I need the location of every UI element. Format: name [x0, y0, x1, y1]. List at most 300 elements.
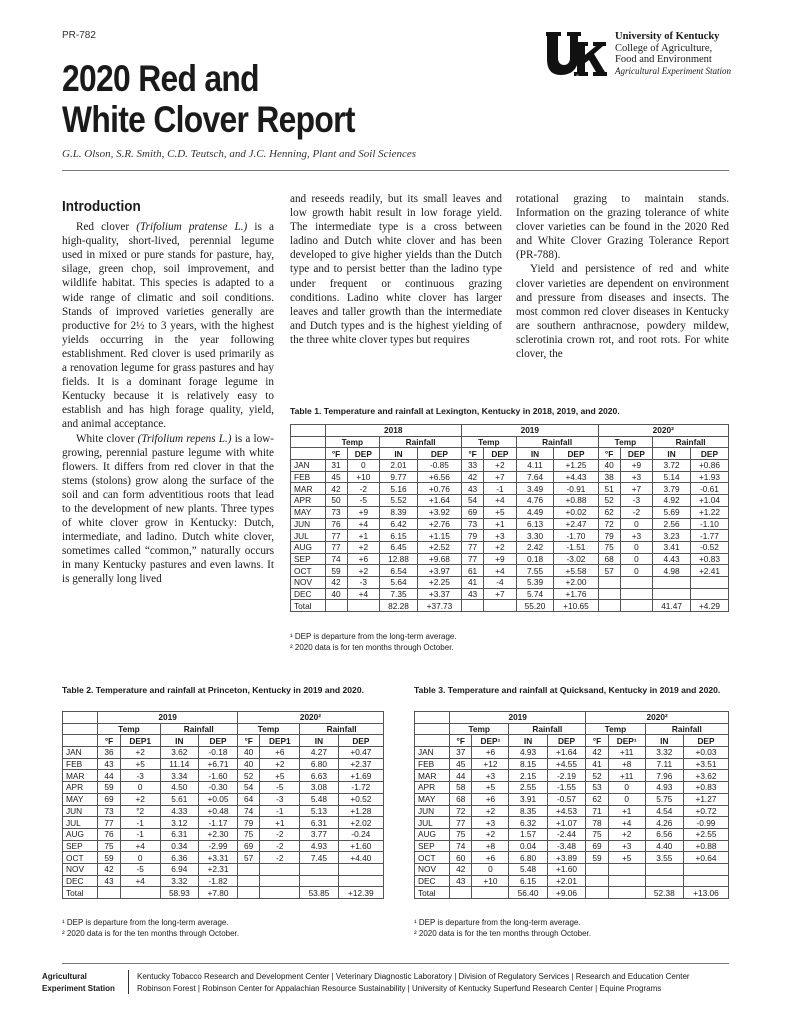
table-cell: -5 — [347, 495, 380, 507]
table-cell: 4.40 — [645, 840, 683, 852]
table1-unit: DEP — [484, 448, 517, 460]
table-cell: +1.07 — [547, 817, 586, 829]
table-cell: +3.92 — [417, 506, 461, 518]
table-cell: 59 — [586, 852, 608, 864]
table-row — [415, 782, 729, 794]
table-cell: 41 — [462, 576, 484, 588]
table-cell: 6.80 — [300, 758, 339, 770]
table-row — [63, 782, 384, 794]
table2-princeton — [62, 711, 384, 899]
table-cell — [608, 863, 645, 875]
table-cell: +0.47 — [338, 747, 383, 759]
table-cell: 52.38 — [645, 887, 683, 899]
table-cell: 59 — [98, 782, 121, 794]
table-cell: 52 — [237, 770, 260, 782]
table-cell: -1.77 — [690, 530, 728, 542]
table-row — [415, 793, 729, 805]
table-cell: 51 — [598, 483, 620, 495]
table-cell: 43 — [462, 483, 484, 495]
table-cell: +3.51 — [683, 758, 728, 770]
table-cell: 79 — [237, 817, 260, 829]
table-cell: +6 — [472, 747, 509, 759]
column-2 — [290, 192, 502, 347]
footer-programs-line-2: Robinson Forest | Robinson Center for Appalachian Resource Sustainability | University of Kentucky Superfund Research Center | Equine Programs — [137, 984, 662, 993]
table-cell — [586, 887, 608, 899]
table-cell: 77 — [462, 553, 484, 565]
table-cell: -3.02 — [554, 553, 598, 565]
table-cell — [586, 863, 608, 875]
table-cell: 45 — [325, 471, 347, 483]
table-cell: 50 — [325, 495, 347, 507]
table-cell: +0.88 — [554, 495, 598, 507]
table-cell: -0.85 — [417, 460, 461, 472]
table-cell: 8.35 — [509, 805, 547, 817]
table-row — [415, 863, 729, 875]
row-label: MAY — [415, 793, 450, 805]
table-cell: 0.34 — [160, 840, 199, 852]
table1-unit: °F — [462, 448, 484, 460]
table-cell: +11 — [608, 770, 645, 782]
table1-unit: DEP — [690, 448, 728, 460]
row-label: SEP — [291, 553, 326, 565]
table-cell: 3.72 — [653, 460, 691, 472]
table-cell: +10 — [347, 471, 380, 483]
table2-unit: IN — [160, 735, 199, 747]
table-cell: +1.22 — [690, 506, 728, 518]
table1-group: Rainfall — [380, 436, 462, 448]
table-cell — [260, 887, 300, 899]
table-row — [63, 828, 384, 840]
table-cell: +2 — [120, 793, 160, 805]
table-cell: 43 — [450, 875, 472, 887]
table-cell: -1 — [260, 805, 300, 817]
row-label: JUN — [63, 805, 98, 817]
table-cell: 74 — [325, 553, 347, 565]
table-cell: 69 — [237, 840, 260, 852]
table-cell: 5.14 — [653, 471, 691, 483]
row-label: OCT — [415, 852, 450, 864]
table2-group: Rainfall — [160, 723, 237, 735]
table3-unit: DEP¹ — [608, 735, 645, 747]
table-cell: 4.93 — [509, 747, 547, 759]
table-row — [291, 588, 729, 600]
table-cell: 5.75 — [645, 793, 683, 805]
table-cell — [690, 588, 728, 600]
table-cell: 6.45 — [380, 541, 418, 553]
table-cell — [645, 875, 683, 887]
table-cell: +7 — [484, 588, 517, 600]
table-cell: +2.76 — [417, 518, 461, 530]
table-cell: 1.57 — [509, 828, 547, 840]
table-cell — [237, 863, 260, 875]
table-cell: 4.26 — [645, 817, 683, 829]
table-cell: -2 — [260, 840, 300, 852]
table-cell: 0.18 — [516, 553, 554, 565]
paragraph-red-clover: Red clover (Trifolium pratense L.) is a high-quality, short-lived, perennial legume used in mixed or pure stands for pasture, hay, silage, green chop, soil improvement, and wildlife habitat. This species is adapted to a wide range of climatic and soil conditions. Stands of improved varieties generally are productive for 2½ to 3 years, with the highest yields occurring in the year following establishment. Red clover is used primarily as a renovation legume for grass pastures and hay fields. It is a dominant forage legume in Kentucky because it is relatively easy to establish and has high forage quality, yield, and animal acceptance. — [62, 221, 274, 431]
table-cell: 0 — [620, 565, 653, 577]
table1-footnote-2: ² 2020 data is for ten months through October. — [290, 642, 454, 652]
table-cell: +1.27 — [683, 793, 728, 805]
table-cell — [237, 875, 260, 887]
table-cell: +9 — [347, 506, 380, 518]
table-cell: 5.16 — [380, 483, 418, 495]
table-cell: 6.15 — [509, 875, 547, 887]
table-cell: +2 — [484, 460, 517, 472]
table-cell: 36 — [98, 747, 121, 759]
table-cell: 54 — [237, 782, 260, 794]
table-cell: -1.55 — [547, 782, 586, 794]
table-cell: +6 — [472, 793, 509, 805]
table-row — [63, 875, 384, 887]
table-row — [415, 747, 729, 759]
table-cell: -1.10 — [690, 518, 728, 530]
table-cell: +3 — [620, 530, 653, 542]
table1-unit: IN — [516, 448, 554, 460]
table-row — [63, 758, 384, 770]
table-cell: 9.77 — [380, 471, 418, 483]
university-block — [615, 31, 731, 77]
table-cell: +1.04 — [690, 495, 728, 507]
table-cell: -2.99 — [199, 840, 238, 852]
table-cell: -0.61 — [690, 483, 728, 495]
row-label: DEC — [415, 875, 450, 887]
table-row — [63, 852, 384, 864]
table-cell: -1.51 — [554, 541, 598, 553]
table-cell: +1.76 — [554, 588, 598, 600]
table-row — [415, 758, 729, 770]
table1-year: 2019 — [462, 425, 599, 437]
table3-unit: DEP — [547, 735, 586, 747]
footer-separator — [128, 970, 129, 994]
table-cell: 4.92 — [653, 495, 691, 507]
table-cell: +8 — [608, 758, 645, 770]
table-cell: 6.13 — [516, 518, 554, 530]
row-label: JUN — [291, 518, 326, 530]
table-cell — [300, 875, 339, 887]
row-label: JUL — [63, 817, 98, 829]
college-line-2: Food and Environment — [615, 54, 712, 65]
table-cell: 6.31 — [160, 828, 199, 840]
table-cell: 69 — [586, 840, 608, 852]
table-cell — [653, 588, 691, 600]
table-cell: +11 — [608, 747, 645, 759]
table-cell: 6.80 — [509, 852, 547, 864]
table-cell: 58 — [450, 782, 472, 794]
table-cell: 62 — [586, 793, 608, 805]
column-1 — [62, 192, 274, 587]
table-cell: -3.48 — [547, 840, 586, 852]
table1-year-row — [291, 425, 729, 437]
table-cell: +1 — [260, 817, 300, 829]
row-label: AUG — [63, 828, 98, 840]
table-cell: 77 — [325, 530, 347, 542]
station-name: Agricultural Experiment Station — [615, 65, 731, 76]
table-cell: 3.49 — [516, 483, 554, 495]
table1-unit: DEP — [347, 448, 380, 460]
table-cell: 77 — [325, 541, 347, 553]
table-cell: +5 — [472, 782, 509, 794]
table-cell: +0.02 — [554, 506, 598, 518]
row-label: NOV — [415, 863, 450, 875]
table-cell: 2.15 — [509, 770, 547, 782]
table-cell: 53.85 — [300, 887, 339, 899]
table-cell: +37.73 — [417, 600, 461, 612]
row-label: AUG — [291, 541, 326, 553]
row-label: FEB — [63, 758, 98, 770]
table-cell: 42 — [450, 863, 472, 875]
table-cell: 7.45 — [300, 852, 339, 864]
table-cell — [98, 887, 121, 899]
table2-unit: DEP — [199, 735, 238, 747]
table-row — [291, 483, 729, 495]
table1-unit: °F — [325, 448, 347, 460]
table-cell: +8 — [472, 840, 509, 852]
table2-unit: °F — [98, 735, 121, 747]
table-cell — [690, 576, 728, 588]
table-cell — [620, 600, 653, 612]
table1-group-row — [291, 436, 729, 448]
table-cell: 75 — [586, 828, 608, 840]
row-label: APR — [415, 782, 450, 794]
table-cell: +4 — [484, 495, 517, 507]
table-cell: 0 — [472, 863, 509, 875]
table-cell: -0.30 — [199, 782, 238, 794]
table-row — [291, 576, 729, 588]
table-cell: +9.06 — [547, 887, 586, 899]
table-cell: +1.69 — [338, 770, 383, 782]
table-cell: 5.39 — [516, 576, 554, 588]
table-cell — [598, 600, 620, 612]
table-cell: -4 — [484, 576, 517, 588]
table-cell: 31 — [325, 460, 347, 472]
table-row — [291, 553, 729, 565]
table-cell: +4 — [608, 817, 645, 829]
table-cell: 7.35 — [380, 588, 418, 600]
table-cell: 73 — [98, 805, 121, 817]
table-row — [291, 530, 729, 542]
table-cell: -0.57 — [547, 793, 586, 805]
table-cell: +0.03 — [683, 747, 728, 759]
table-cell: 4.33 — [160, 805, 199, 817]
table-cell: 62 — [598, 506, 620, 518]
table-cell — [484, 600, 517, 612]
table-cell: 6.63 — [300, 770, 339, 782]
table-cell: 73 — [462, 518, 484, 530]
table-cell: +0.05 — [199, 793, 238, 805]
table-cell: 6.36 — [160, 852, 199, 864]
table-row — [415, 840, 729, 852]
table2-unit: DEP1 — [120, 735, 160, 747]
table1-caption: Table 1. Temperature and rainfall at Lexington, Kentucky in 2018, 2019, and 2020. — [290, 406, 620, 416]
table2-group: Rainfall — [300, 723, 384, 735]
table-cell: 0 — [120, 782, 160, 794]
table-cell: 75 — [237, 828, 260, 840]
logo-text: UK — [576, 75, 579, 77]
footer-station-line-1: Agricultural — [42, 972, 87, 981]
row-label: AUG — [415, 828, 450, 840]
table-cell: 5.52 — [380, 495, 418, 507]
table-cell: -1.82 — [199, 875, 238, 887]
table-cell: +6.56 — [417, 471, 461, 483]
table-cell: 4.11 — [516, 460, 554, 472]
table-cell: -1.70 — [554, 530, 598, 542]
table-cell: -0.24 — [338, 828, 383, 840]
table-cell: +2.02 — [338, 817, 383, 829]
table-cell: +0.52 — [338, 793, 383, 805]
table-cell: 82.28 — [380, 600, 418, 612]
table-cell: 69 — [98, 793, 121, 805]
table3-year: 2020² — [586, 712, 729, 724]
table-cell: +5 — [120, 758, 160, 770]
table-cell: 6.94 — [160, 863, 199, 875]
row-label: JAN — [291, 460, 326, 472]
table-cell: 7.55 — [516, 565, 554, 577]
table-cell: 42 — [586, 747, 608, 759]
table-cell: 3.30 — [516, 530, 554, 542]
table-cell: 68 — [598, 553, 620, 565]
table-cell: +2 — [484, 541, 517, 553]
table-cell — [338, 863, 383, 875]
table2-group-row — [63, 723, 384, 735]
table1-unit: IN — [380, 448, 418, 460]
table-cell: 5.48 — [509, 863, 547, 875]
table-cell: -2.44 — [547, 828, 586, 840]
row-label: JAN — [415, 747, 450, 759]
table-row — [291, 565, 729, 577]
table-cell: +9.68 — [417, 553, 461, 565]
row-label: APR — [63, 782, 98, 794]
table-cell: 71 — [586, 805, 608, 817]
table-row — [291, 495, 729, 507]
table-cell: 44 — [450, 770, 472, 782]
table-cell: 3.79 — [653, 483, 691, 495]
table2-footnotes — [62, 918, 239, 939]
table-cell: 33 — [462, 460, 484, 472]
row-label: Total — [63, 887, 98, 899]
table-cell: -1 — [120, 828, 160, 840]
table-cell — [450, 887, 472, 899]
table-cell: 60 — [450, 852, 472, 864]
table-cell: 7.11 — [645, 758, 683, 770]
table-cell: +2.37 — [338, 758, 383, 770]
table-row — [415, 887, 729, 899]
table-cell — [237, 887, 260, 899]
table-cell: 3.77 — [300, 828, 339, 840]
table-cell — [608, 887, 645, 899]
table-cell: +1.93 — [690, 471, 728, 483]
table-cell — [462, 600, 484, 612]
table-cell: -0.52 — [690, 541, 728, 553]
table-cell: 52 — [586, 770, 608, 782]
table2-unit: °F — [237, 735, 260, 747]
table-cell — [120, 887, 160, 899]
table1-group: Temp — [325, 436, 380, 448]
table-cell: +1.64 — [547, 747, 586, 759]
table2-unit-row — [63, 735, 384, 747]
table3-footnotes — [414, 918, 591, 939]
table-cell: 4.27 — [300, 747, 339, 759]
table3-group: Rainfall — [645, 723, 728, 735]
table-row — [63, 887, 384, 899]
table-cell: 7.96 — [645, 770, 683, 782]
table2-unit: IN — [300, 735, 339, 747]
row-label: MAR — [63, 770, 98, 782]
table-cell: -3 — [347, 576, 380, 588]
table-cell: +2.25 — [417, 576, 461, 588]
table-cell: 69 — [462, 506, 484, 518]
table-cell: 3.32 — [645, 747, 683, 759]
table-cell: 41.47 — [653, 600, 691, 612]
table1-unit: °F — [598, 448, 620, 460]
table-cell: +7 — [620, 483, 653, 495]
table-cell: 7.64 — [516, 471, 554, 483]
table-cell: 75 — [98, 840, 121, 852]
table-cell: 40 — [237, 758, 260, 770]
table-cell: 74 — [450, 840, 472, 852]
table-cell: 77 — [462, 541, 484, 553]
table-cell: 4.93 — [645, 782, 683, 794]
table1-unit-row — [291, 448, 729, 460]
table1-footnotes — [290, 632, 457, 653]
table1-footnote-1: ¹ DEP is departure from the long-term average. — [290, 632, 457, 641]
row-label: JUN — [415, 805, 450, 817]
table-cell: +6.71 — [199, 758, 238, 770]
table-cell: 0 — [608, 793, 645, 805]
table-cell: 6.15 — [380, 530, 418, 542]
table-cell: 4.43 — [653, 553, 691, 565]
table2-unit: DEP — [338, 735, 383, 747]
title-line-1: 2020 Red and — [62, 58, 259, 99]
table-cell: +4.43 — [554, 471, 598, 483]
table-cell: 78 — [586, 817, 608, 829]
table-cell — [608, 875, 645, 887]
table3-unit: DEP — [683, 735, 728, 747]
footer-programs-line-1: Kentucky Tobacco Research and Development Center | Veterinary Diagnostic Laboratory | Division of Regulatory Services | Research and Education Center — [137, 972, 690, 981]
table-cell: -0.18 — [199, 747, 238, 759]
footer-station — [42, 971, 115, 995]
table-cell: +2 — [347, 541, 380, 553]
table-cell: +0.72 — [683, 805, 728, 817]
table-cell — [347, 600, 380, 612]
table1-group: Rainfall — [653, 436, 729, 448]
table-row — [415, 805, 729, 817]
table-cell: +3 — [608, 840, 645, 852]
row-label: MAY — [63, 793, 98, 805]
row-label: MAY — [291, 506, 326, 518]
table-cell: +2 — [472, 805, 509, 817]
table-cell: 40 — [237, 747, 260, 759]
table-cell: +1 — [347, 530, 380, 542]
table-cell — [300, 863, 339, 875]
paragraph-white-clover-cont: and reseeds readily, but its small leaves and low growth habit result in low forage yield. The intermediate type is a cross between ladino and Dutch white clover and has been developed to give higher yields than the Dutch type and to persist better than the ladino type under frequent or continuous grazing conditions. Ladino white clover has larger leaves and taller growth than the intermediate and Dutch types and is the highest yielding of the three white clover types but requires — [290, 193, 502, 346]
table-cell: -2.19 — [547, 770, 586, 782]
table-cell: 74 — [237, 805, 260, 817]
table-cell: 43 — [98, 875, 121, 887]
table-cell: 57 — [237, 852, 260, 864]
table-row — [291, 471, 729, 483]
table-cell: 40 — [325, 588, 347, 600]
table1-unit: DEP — [620, 448, 653, 460]
table-cell: +3 — [620, 471, 653, 483]
uk-logo — [545, 30, 607, 78]
table-cell: +3.62 — [683, 770, 728, 782]
table-cell: 72 — [450, 805, 472, 817]
table-cell: +3.37 — [417, 588, 461, 600]
table-cell: -5 — [120, 863, 160, 875]
paragraph-white-clover: White clover (Trifolium repens L.) is a low-growing, perennial pasture legume with white flowers. It differs from red clover in that the stems (stolons) grow along the surface of the soil and can form adventitious roots that lead to the development of new plants. Three types of white clover grow in Kentucky: Dutch, intermediate, and ladino. Dutch white clover, sometimes called “common,” naturally occurs in many Kentucky pastures and even lawns. It is generally long lived — [62, 432, 274, 586]
table-cell: -2 — [347, 483, 380, 495]
table-row — [415, 875, 729, 887]
